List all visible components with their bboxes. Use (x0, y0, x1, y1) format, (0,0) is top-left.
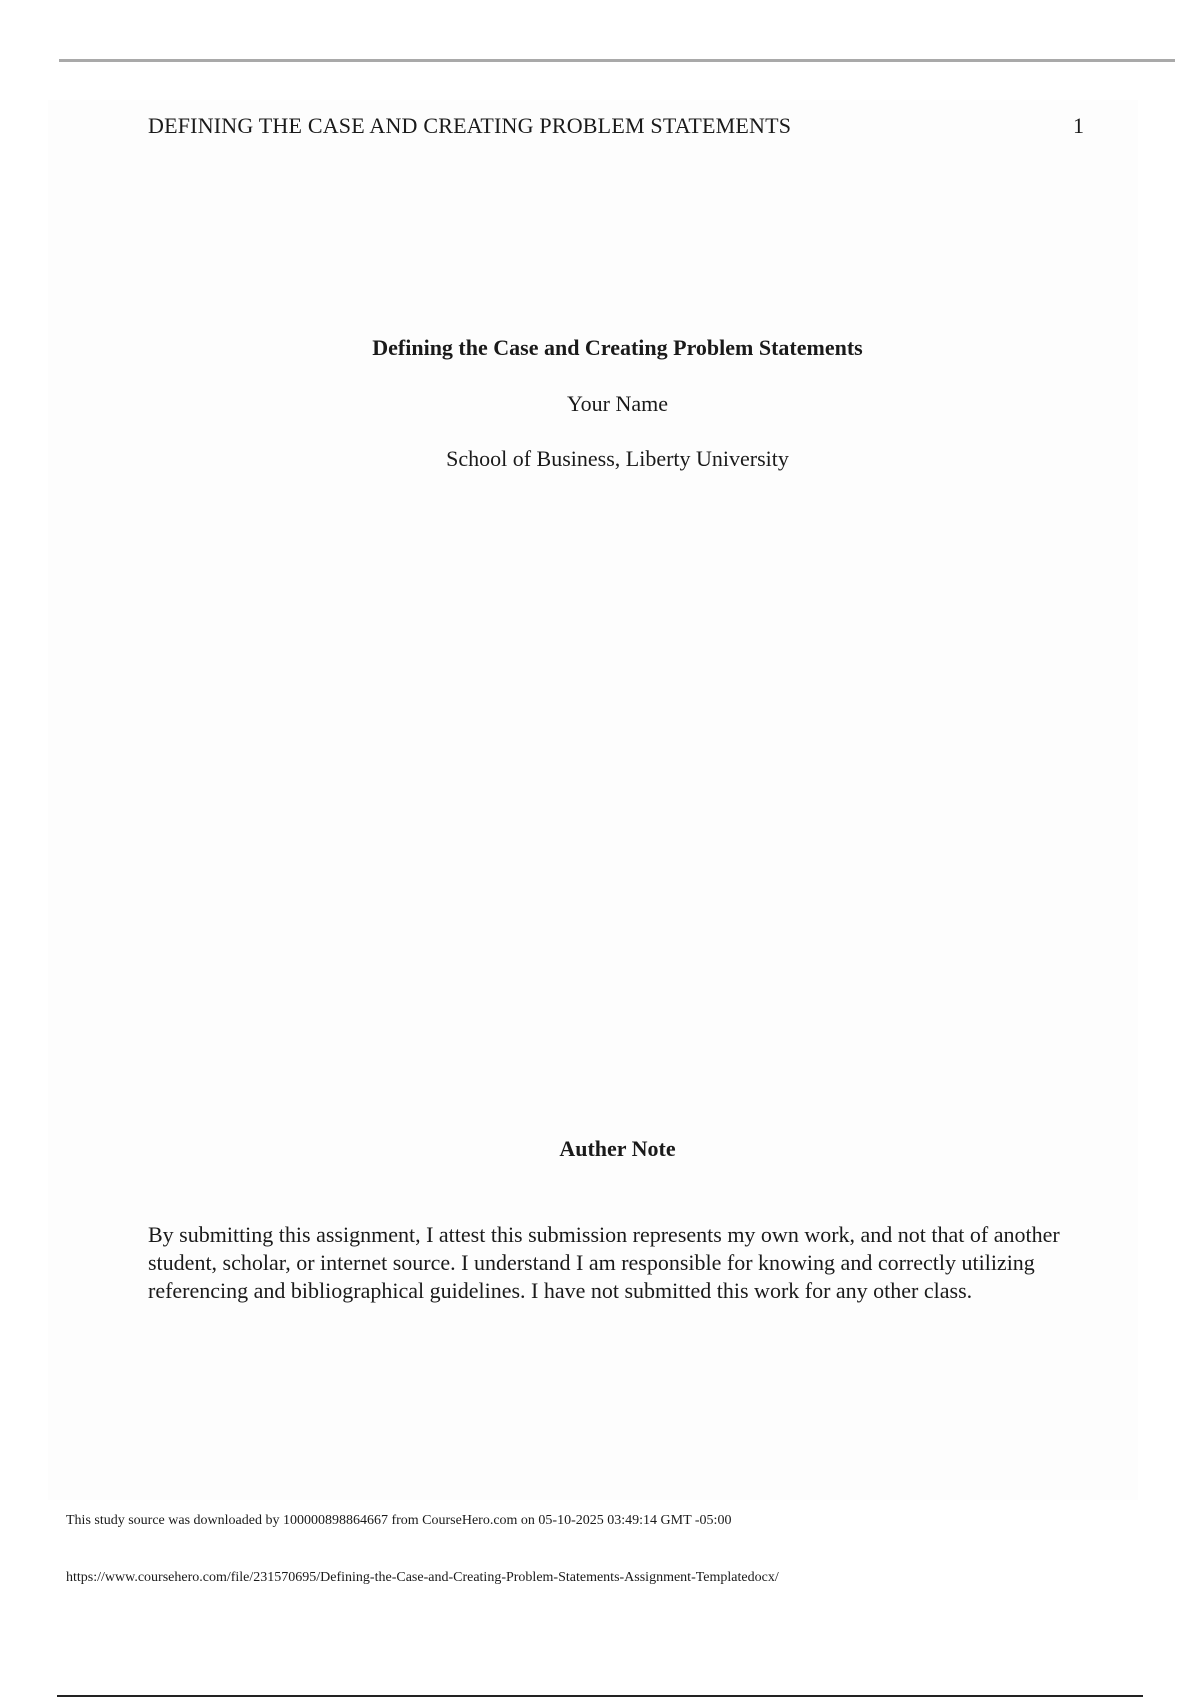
page-top-divider (59, 59, 1175, 62)
author-note-heading: Auther Note (559, 1136, 676, 1161)
author-note-body: By submitting this assignment, I attest this submission represents my own work, and not that of another student, scholar, or internet source. I understand I am responsible for knowing and correctly utilizing referencing and bibliographical guidelines. I have not submitted this work for any other class. (148, 1222, 1060, 1303)
author-name: Your Name (566, 391, 669, 416)
source-url-link[interactable]: https://www.coursehero.com/file/231570695/Defining-the-Case-and-Creating-Problem-Statements-Assignment-Templatedocx/ (66, 1570, 779, 1585)
author-affiliation: School of Business, Liberty University (446, 446, 789, 471)
download-notice: This study source was downloaded by 100000898864667 from CourseHero.com on 05-10-2025 03:49:14 GMT -05:00 (66, 1513, 732, 1528)
page-bottom-divider (57, 1695, 1143, 1697)
page-number: 1 (1073, 113, 1084, 138)
running-head: DEFINING THE CASE AND CREATING PROBLEM STATEMENTS (148, 113, 792, 138)
paper-title: Defining the Case and Creating Problem Statements (372, 335, 863, 360)
